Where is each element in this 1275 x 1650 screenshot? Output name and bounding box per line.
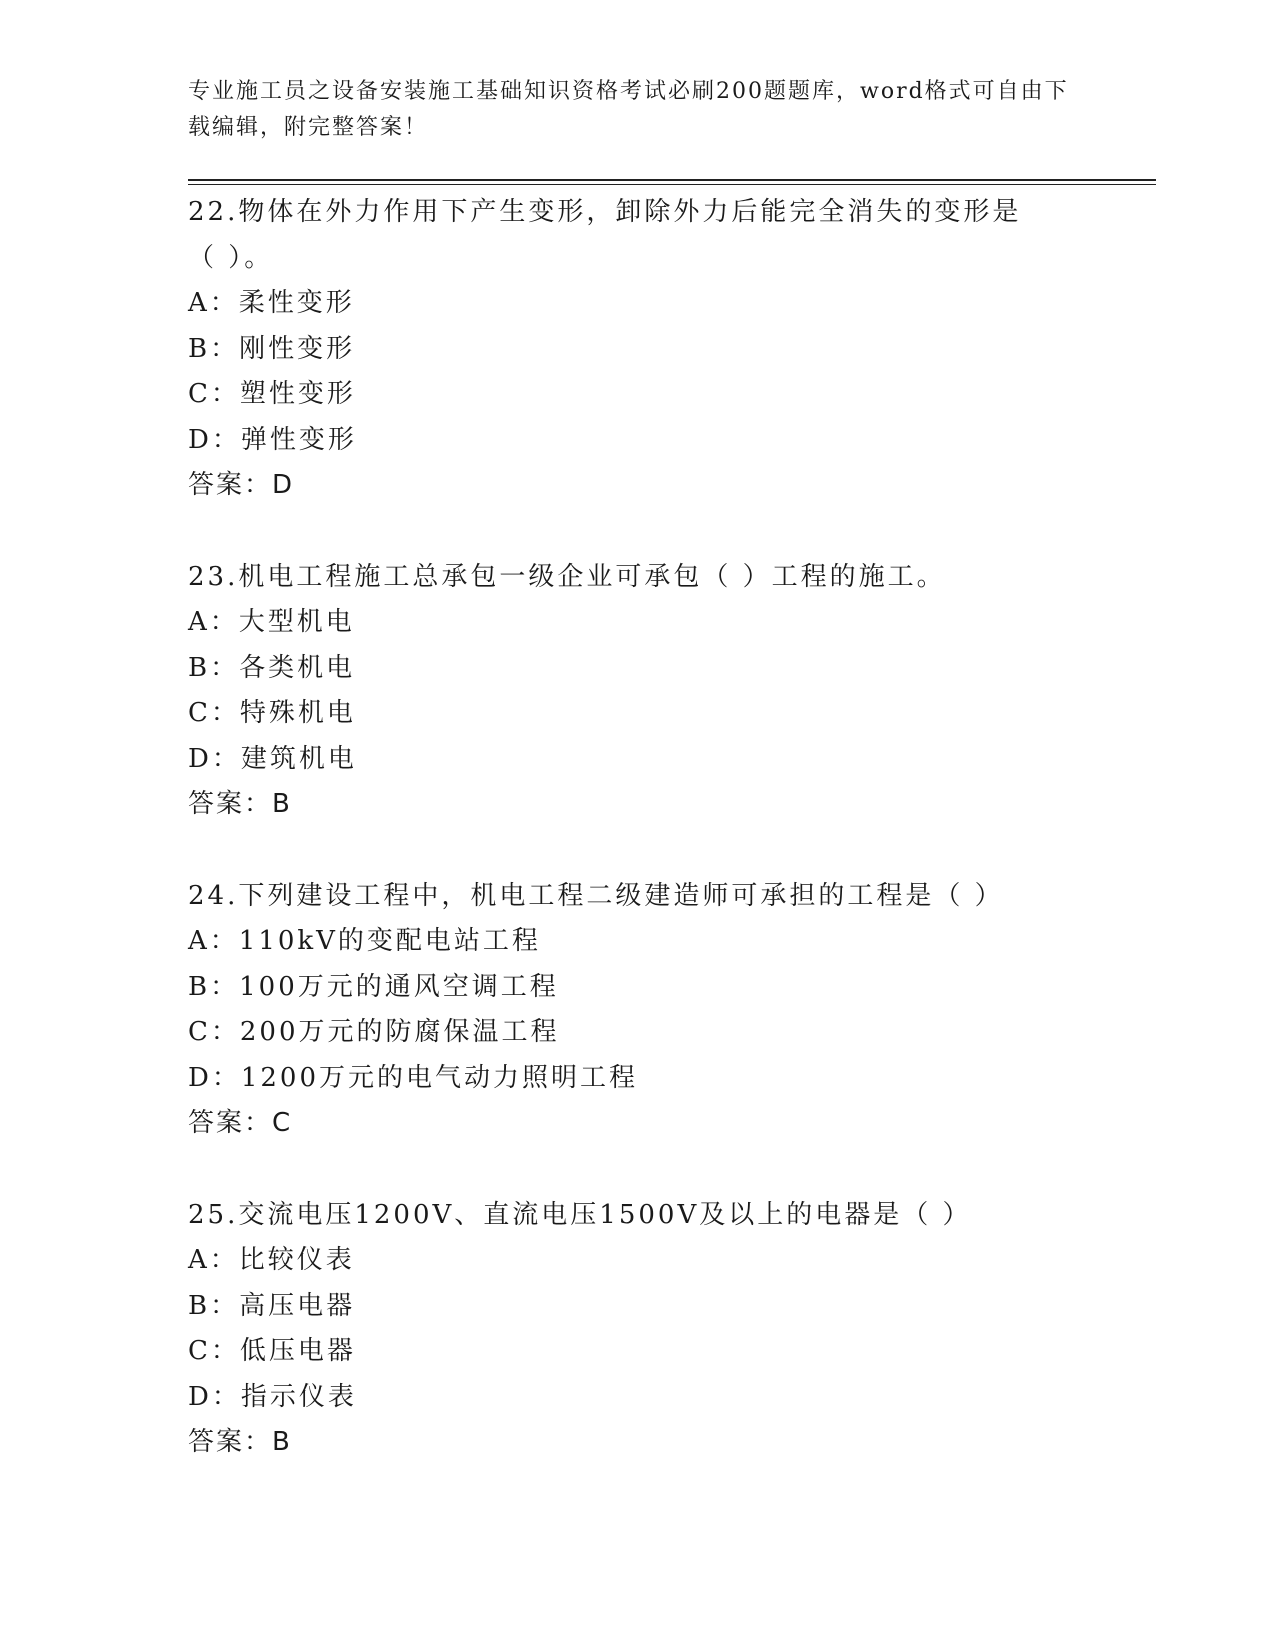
option-d: D：1200万元的电气动力照明工程 <box>188 1062 639 1093</box>
question-item <box>188 555 1088 828</box>
option-d: D：弹性变形 <box>188 424 357 455</box>
question-list <box>188 190 1088 1466</box>
option-d: D：指示仪表 <box>188 1381 357 1412</box>
option-b: B：100万元的通风空调工程 <box>188 971 559 1002</box>
answer-text: 答案：C <box>188 1108 293 1138</box>
option-d: D：建筑机电 <box>188 743 357 774</box>
question-spacer <box>188 509 1088 555</box>
question-item <box>188 1193 1088 1466</box>
question-text: 23.机电工程施工总承包一级企业可承包（ ）工程的施工。 <box>188 561 946 592</box>
option-b: B：各类机电 <box>188 652 356 683</box>
header-divider-thin <box>188 184 1156 185</box>
answer-text: 答案：B <box>188 789 292 819</box>
question-spacer <box>188 828 1088 874</box>
option-c: C：低压电器 <box>188 1336 356 1366</box>
question-spacer <box>188 1147 1088 1193</box>
question-text: 24.下列建设工程中，机电工程二级建造师可承担的工程是（ ） <box>188 880 1004 911</box>
option-b: B：刚性变形 <box>188 333 356 364</box>
question-text: 25.交流电压1200V、直流电压1500V及以上的电器是（ ） <box>188 1199 972 1230</box>
question-item <box>188 190 1088 509</box>
question-text: 22.物体在外力作用下产生变形，卸除外力后能完全消失的变形是（ ）。 <box>188 197 1022 273</box>
option-c: C：塑性变形 <box>188 379 356 409</box>
header-divider <box>188 179 1156 181</box>
option-a: A：大型机电 <box>188 607 355 637</box>
option-a: A：比较仪表 <box>188 1245 355 1275</box>
page-header <box>188 74 1088 146</box>
option-a: A：柔性变形 <box>188 288 355 318</box>
option-c: C：特殊机电 <box>188 698 356 728</box>
option-a: A：110kV的变配电站工程 <box>188 926 541 956</box>
question-item <box>188 874 1088 1147</box>
option-c: C：200万元的防腐保温工程 <box>188 1017 560 1047</box>
answer-text: 答案：D <box>188 470 295 500</box>
header-text: 专业施工员之设备安装施工基础知识资格考试必刷200题题库，word格式可自由下载编辑，附完整答案！ <box>188 79 1069 140</box>
answer-text: 答案：B <box>188 1427 292 1457</box>
option-b: B：高压电器 <box>188 1290 356 1321</box>
